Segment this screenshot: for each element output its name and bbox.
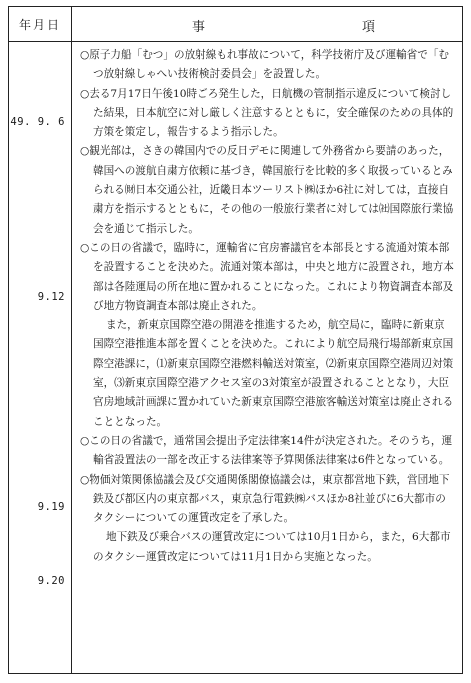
date-label: 9.19 — [37, 501, 65, 513]
entry-continuation: 地下鉄及び乗合バスの運賃改定については10月1日から，また，6大都市のタクシー運賃改定については11月1日から実施となった。 — [93, 531, 451, 563]
date-label: 9.20 — [37, 575, 65, 587]
entry-paragraph: ○物価対策関係協議会及び交通関係閣僚協議会は，東京都営地下鉄，営団地下鉄及び都区内の東京都バス，東京急行電鉄㈱バスほか8社並びに6大都市のタクシーについての運賃改定を了承した。 — [80, 473, 450, 525]
chronology-page — [8, 6, 462, 674]
item-column-header — [72, 7, 463, 42]
entry-paragraph: ○観光部は，さきの韓国内での反日デモに関連して外務省から要請のあった，韓国への渡航自粛方依頼に基づき，韓国旅行を比較的多く取扱っているとみられる㈶日本交通公社，近畿日本ツーリスト㈱ほか6社に対しては，直接自粛方を指示するとともに，その他の一般旅行業者に対しては㈳国際旅行業協会を通じて指示した。 — [80, 145, 454, 235]
date-label: 49. 9. 6 — [10, 116, 65, 128]
date-column — [9, 42, 72, 674]
entry-column — [72, 42, 463, 674]
date-column-header: 年月日 — [9, 7, 72, 42]
table-body-row — [9, 42, 463, 674]
item-header-char-2: 項 — [362, 20, 376, 35]
entry-paragraph: ○この日の省議で，通常国会提出予定法律案14件が決定された。そのうち，運輸省設置法の一部を改正する法律案等予算関係法律案は6件となっている。 — [80, 434, 453, 467]
date-label: 9.12 — [37, 291, 65, 303]
table-header-row — [9, 7, 463, 42]
entry-paragraph: ○この日の省議で，臨時に，運輸省に官房審議官を本部長とする流通対策本部を設置することを決めた。流通対策本部は，中央と地方に設置され，地方本部は各陸運局の所在地に置かれることになった。これにより物資調査本部及び地方物資調査本部は廃止された。 — [80, 241, 454, 312]
entry-continuation: また，新東京国際空港の開港を推進するため，航空局に，臨時に新東京国際空港推進本部を置くことを決めた。これにより航空局飛行場部新東京国際空港課に，⑴新東京国際空港燃料輸送対策室，⑵新東京国際空港周辺対策室，⑶新東京国際空港アクセス室の3対策室が設置されることとなり，大臣官房地域計画課に置かれていた新東京国際空港旅客輸送対策室は廃止されることとなった。 — [93, 319, 454, 428]
entry-paragraph: ○原子力船「むつ」の放射線もれ事故について，科学技術庁及び運輸省で「むつ放射線しゃへい技術検討委員会」を設置した。 — [80, 49, 450, 81]
entry-paragraph: ○去る7月17日午後10時ごろ発生した，日航機の管制指示違反について検討した結果，日本航空に対し厳しく注意するとともに，安全確保のための具体的方策を策定し，報告するよう指示した。 — [80, 87, 454, 139]
item-header-char-1: 事 — [192, 20, 206, 35]
chronology-table — [8, 6, 463, 674]
